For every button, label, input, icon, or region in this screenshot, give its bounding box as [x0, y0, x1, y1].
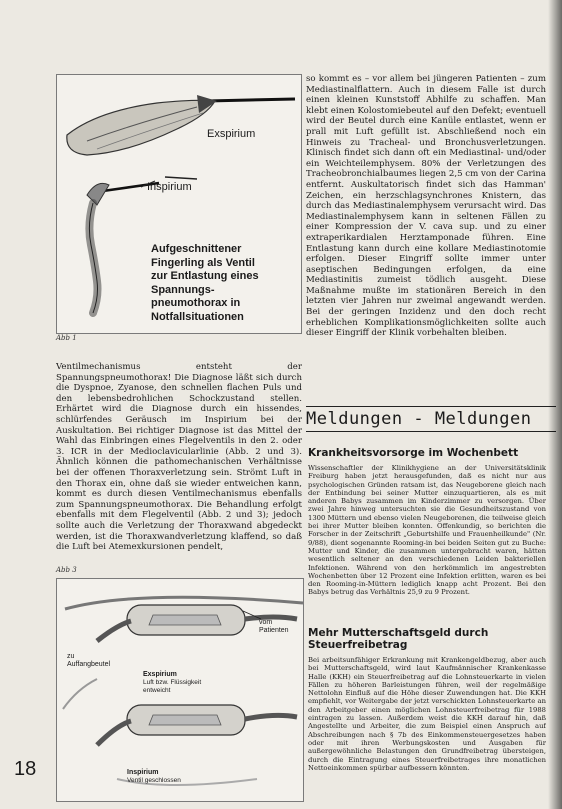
fig1-title-line: Notfallsituationen [151, 310, 244, 323]
fig1-title-line: Fingerling als Ventil [151, 256, 255, 269]
left-column-text: Ventilmechanismus entsteht der Spannungspneumothorax! Die Diagnose läßt sich durch die Dyspnoe, Zyanose, den schnellen flachen Puls und den lebensbedrohlichen Schockzustand stellen. Erhärtet wird die Diagnose durch ein hissendes, schlürfendes Geräusch im Inspirium bei der Auskultation. Bei richtiger Diagnose ist das Mittel der Wahl das Einbringen eines Flegelventils in den 2. oder 3. ICR in der Medioclavicularlinie (Abb. 2 und 3). Ähnlich können die pathomechanischen Verhältnisse bei der offenen Thoraxverletzung sein. Strömt Luft in den Thorax ein, ohne daß sie wieder entweichen kann, kommt es durch diesen Ventilmechanismus ebenfalls zum Spannungspneumothorax. Die Behandlung erfolgt ebenfalls mit dem Flegelventil (Abb. 2 und 3); jedoch sollte auch die Verletzung der Thoraxwand abgedeckt werden, ist die Thoraxwandverletzung klaffend, so daß die Luft bei Atemexkursionen pendelt, [56, 362, 302, 552]
news2-title [308, 627, 548, 651]
fig2-caption: Abb 3 [56, 566, 77, 574]
news1-title: Krankheitsvorsorge im Wochenbett [308, 447, 519, 459]
news2-title-line: Steuerfreibetrag [308, 639, 408, 651]
fig1-title-line: Spannungs- [151, 283, 215, 296]
fig1-title-line: zur Entlastung eines [151, 270, 259, 283]
figure-flegelventil [56, 578, 304, 802]
fig1-title-line: pneumothorax in [151, 297, 241, 310]
fig2-label-beutel: zu Auffangbeutel [67, 653, 111, 668]
news1-text: Wissenschaftler der Klinikhygiene an der Universitätsklinik Freiburg haben jetzt herausgefunden, daß es nicht nur aus psychologischen Gründen ratsam ist, das Neugeborene gleich nach der Entbindung bei seiner Mutter einzuquartieren, als es mit anderen Babys zusammen im Kinderzimmer zu versorgen. Über zwei Jahre hinweg untersuchten sie die Gesundheitszustand von 1300 Müttern und ebenso vielen Neugeborenen, die teilweise gleich bei ihrer Mutter bleiben konnten. Offenkundig, so berichten die Forscher in der Zeitschrift „Geburtshilfe und Frauenheilkunde" (Nr. 9/88), dient sogenannte Rooming-in bei beiden Seiten gut zu Buche: Mutter und Kinder, die zusammen untergebracht waren, hätten wesentlich seltener an den verschiedenen Leiden bakteriellen Infektionen. Während von den herkömmlich im angestrebten Wochenbetten über 12 Prozent eine Infektion erlitten, waren es bei den Rooming-in-Müttern lediglich knapp acht Prozent. Bei den Babys betrug das Verhältnis 25,9 zu 9 Prozent. [308, 464, 546, 597]
fig1-caption: Abb 1 [56, 334, 77, 342]
fig2-label-inspirium-sub: Ventil geschlossen [127, 777, 181, 784]
scan-edge-shadow [548, 0, 562, 809]
right-column-text: so kommt es – vor allem bei jüngeren Patienten – zum Mediastinalflattern. Auch in diesem Falle ist durch einen kleinen Kunststoff Abhilfe zu schaffen. Man klebt einen Kolostomiebeutel auf den Defekt; eventuell wird der Beutel durch eine Kanüle entlastet, wenn er prall mit Luft gefüllt ist. Abschließend noch ein Hinweis zu Tracheal- und Bronchusverletzungen. Klinisch findet sich dann oft ein Mediastinal- und/oder ein Weichteilemphysem. 80% der Verletzungen des Tracheobronchialbaumes liegen 2,5 cm von der Carina entfernt. Auskultatorisch findet sich das Hamman' Zeichen, ein herzschlagsynchrones Knistern, das durch das Mediastinalemphysem verursacht wird. Das Mediastinalemphysem kann in seltenen Fällen zu einer Kompression der V. cava sup. und zu einer extraperikardialen Herztamponade führen. Eine Entlastung kann durch eine kollare Mediastinotomie erfolgen. Dieser Eingriff sollte immer unter aseptischen Bedingungen erfolgen, da eine Mediastinitis zumeist tödlich ausgeht. Diese Maßnahme mußte im stationären Bereich in den letzten vier Jahren nur zweimal angewandt werden. Bei der geringen Inzidenz und den doch recht erheblichen Komplikationsmöglichkeiten sollte auch dieser Eingriff der Klinik vorbehalten bleiben. [306, 74, 546, 339]
fig1-label-exspirium: Exspirium [207, 128, 256, 140]
meldungen-banner: Meldungen - Meldungen [306, 406, 556, 432]
figure-fingerling [56, 74, 302, 334]
fig2-label-exspirium-sub: Luft bzw. Flüssigkeit entweicht [143, 679, 202, 694]
news2-text: Bei arbeitsunfähiger Erkrankung mit Krankengeldbezug, aber auch bei Mutterschaftsgeld, wird laut Kaufmännischer Krankenkasse Halle (KKH) ein Steuerfreibetrag auf die Lohnsteuerkarte in vielen Fällen zu höheren Barleistungen führen, weil der regelmäßige Nettolohn Einfluß auf die Höhe dieser Zuwendungen hat. Die KKH empfiehlt, vor Weitergabe der jetzt verschickten Lohnsteuerkarte an den Arbeitgeber einen möglichen Lohnsteuerfreibetrag für 1988 eintragen zu lassen. Außerdem weist die KKH darauf hin, daß Angestellte und Arbeiter, die zum Beispiel einen Anspruch auf Abschreibungen nach § 7b des Einkommensteuergesetzes haben oder mit ihren Werbungskosten und Ausgaben für außergewöhnliche Belastungen den Grundfreibetrag übersteigen, durch die Eintragung eines Steuerfreibetrages ihre monatlichen Nettoeinkommen spürbar aufbessern könnten. [308, 656, 546, 772]
fig1-label-inspirium: Inspirium [147, 181, 192, 193]
news2-title-line: Mehr Mutterschaftsgeld durch [308, 627, 489, 639]
page-number: 18 [14, 758, 37, 780]
fig1-title-line: Aufgeschnittener [151, 243, 242, 255]
fig2-label-inspirium: Inspirium [127, 769, 159, 776]
fig2-label-patient: vom Patienten [259, 619, 289, 634]
fig1-title [151, 243, 259, 325]
fig2-label-exspirium: Exspirium [143, 671, 177, 678]
